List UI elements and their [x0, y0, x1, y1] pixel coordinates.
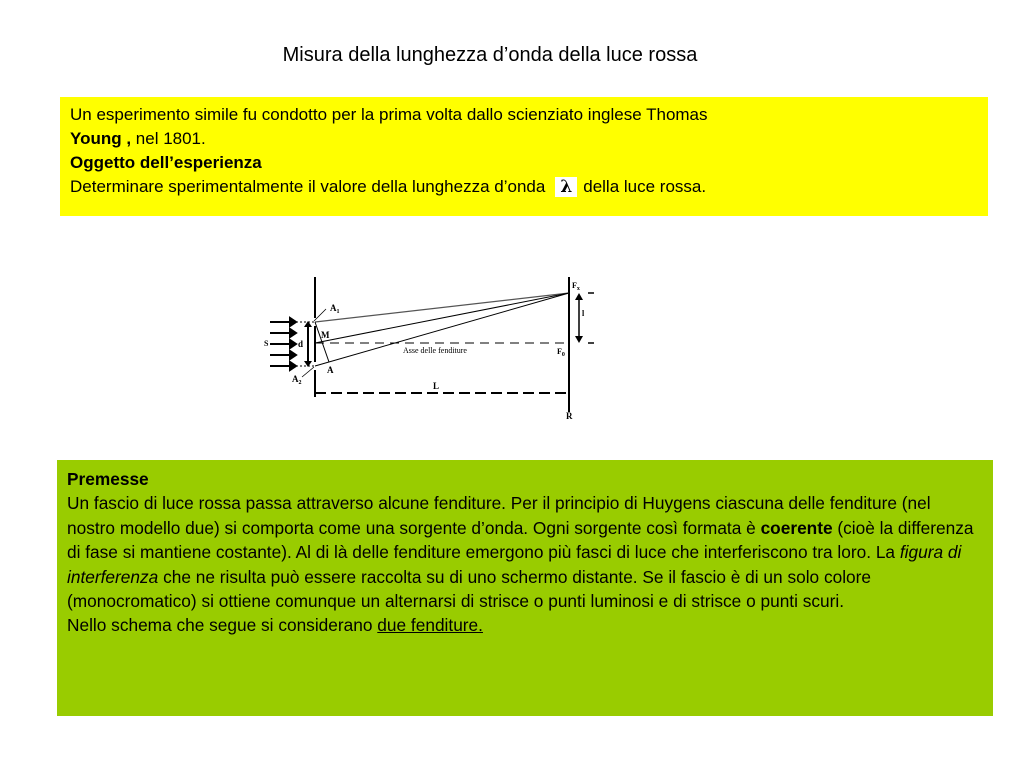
source-arrows: [270, 318, 296, 370]
premises-text-3: che ne risulta può essere raccolta su di uno schermo distante. Se il fascio è di un solo colore (monocromatico) si ottiene comunque un alternarsi di strisce o punti luminosi e di strisce o punti scuri.: [67, 566, 872, 612]
label-a2: $A_2$: [292, 374, 302, 386]
premises-box: [57, 460, 993, 716]
l-arrow-head-top: [575, 293, 583, 300]
intro-line-1: Un esperimento simile fu condotto per la prima volta dallo scienziato inglese Thomas: [70, 105, 708, 124]
lambda-symbol: λ: [555, 177, 577, 197]
premises-last-line: [67, 613, 983, 637]
premises-text-4: Nello schema che segue si considerano: [67, 615, 378, 636]
label-r: R: [566, 411, 573, 421]
label-axis: Asse delle fenditure: [403, 346, 467, 355]
a2-pointer: [302, 367, 314, 377]
premises-text-2: (cioè la differenza di fase si mantiene costante). Al di là delle fenditure emergono più fasci di luce che interferiscono tra loro. La: [67, 517, 974, 563]
slide-title-text: Misura della lunghezza d’onda della luce rossa: [282, 44, 698, 66]
label-a1: $A_1$: [330, 303, 340, 315]
ray-a2: [315, 293, 569, 366]
perpendicular-a1-a: [315, 322, 329, 362]
premises-heading: Premesse: [67, 469, 149, 489]
intro-box: [60, 97, 988, 216]
young-name: Young ,: [70, 129, 132, 148]
label-l: l: [582, 309, 585, 318]
label-s: S: [264, 339, 269, 348]
interference-term: figura di interferenza: [67, 542, 962, 587]
l-arrow-head-bottom: [575, 336, 583, 343]
year-text: nel 1801.: [131, 129, 206, 148]
label-fx: $F_x$: [572, 281, 580, 292]
label-distance-L: L: [433, 381, 440, 391]
label-f0: $F_0$: [557, 347, 565, 358]
label-m: M: [321, 330, 330, 340]
premises-text-1: Un fascio di luce rossa passa attraverso alcune fenditure. Per il principio di Huygens ciascuna delle fenditure (nel nostro modello due) si comporta come una sorgente d’onda. Ogni sorgente così formata è: [67, 493, 931, 538]
label-d: d: [298, 339, 304, 349]
double-slit-diagram: [255, 270, 615, 430]
two-slits-link[interactable]: due fenditure.: [377, 615, 483, 636]
intro-line-2: [70, 127, 978, 151]
slide-title: [0, 44, 1024, 67]
objective-text-end: della luce rossa.: [583, 177, 707, 196]
objective-text: Determinare sperimentalmente il valore della lunghezza d’onda: [70, 177, 546, 196]
objective-heading: Oggetto dell’esperienza: [70, 153, 262, 172]
label-a: A: [327, 365, 334, 375]
premises-body: [67, 491, 983, 613]
coerente-term: coerente: [760, 517, 833, 538]
objective-line: [70, 175, 978, 199]
